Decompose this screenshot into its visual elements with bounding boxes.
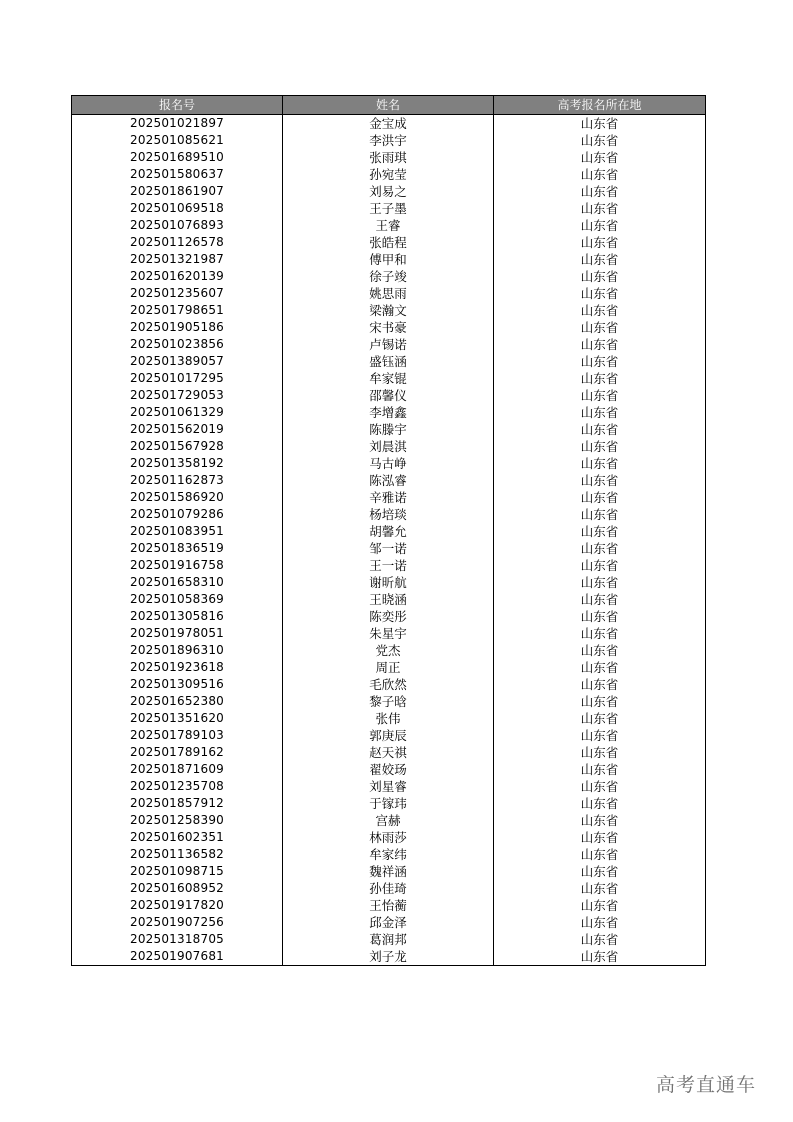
table-row [72,523,706,540]
registration-location-cell: 山东省 [494,557,706,574]
registration-number-cell: 202501079286 [72,506,283,523]
registration-location-cell: 山东省 [494,778,706,795]
table-row [72,591,706,608]
registration-location-cell: 山东省 [494,506,706,523]
student-name-cell: 谢昕航 [283,574,494,591]
table-row [72,472,706,489]
table-row [72,931,706,948]
registration-location-cell: 山东省 [494,149,706,166]
registration-location-cell: 山东省 [494,880,706,897]
registration-number-cell: 202501321987 [72,251,283,268]
registration-location-cell: 山东省 [494,302,706,319]
table-row [72,795,706,812]
registration-number-cell: 202501567928 [72,438,283,455]
table-row [72,846,706,863]
table-row [72,234,706,251]
registration-number-cell: 202501689510 [72,149,283,166]
registration-number-cell: 202501058369 [72,591,283,608]
student-name-cell: 卢锡诺 [283,336,494,353]
registration-number-cell: 202501798651 [72,302,283,319]
header-row [72,96,706,115]
table-row [72,387,706,404]
registration-location-cell: 山东省 [494,183,706,200]
registration-number-cell: 202501923618 [72,659,283,676]
registration-number-cell: 202501136582 [72,846,283,863]
registration-location-cell: 山东省 [494,404,706,421]
table-row [72,353,706,370]
registration-number-cell: 202501602351 [72,829,283,846]
table-row [72,319,706,336]
student-name-cell: 金宝成 [283,115,494,133]
registration-number-cell: 202501905186 [72,319,283,336]
registration-number-cell: 202501017295 [72,370,283,387]
table-row [72,693,706,710]
registration-location-cell: 山东省 [494,115,706,133]
table-row [72,268,706,285]
student-name-cell: 徐子竣 [283,268,494,285]
student-name-cell: 盛钰涵 [283,353,494,370]
registration-number-cell: 202501789162 [72,744,283,761]
registration-location-cell: 山东省 [494,523,706,540]
registration-number-cell: 202501562019 [72,421,283,438]
table-row [72,676,706,693]
registration-number-cell: 202501917820 [72,897,283,914]
student-name-cell: 郭庚辰 [283,727,494,744]
registration-number-cell: 202501907681 [72,948,283,966]
registration-location-cell: 山东省 [494,846,706,863]
registration-number-cell: 202501305816 [72,608,283,625]
registration-number-cell: 202501083951 [72,523,283,540]
student-name-cell: 邱金泽 [283,914,494,931]
table-row [72,914,706,931]
registration-location-cell: 山东省 [494,812,706,829]
table-row [72,455,706,472]
watermark-text: 高考直通车 [656,1074,757,1096]
registration-number-cell: 202501023856 [72,336,283,353]
registration-number-cell: 202501916758 [72,557,283,574]
table-row [72,421,706,438]
student-name-cell: 牟家纬 [283,846,494,863]
registration-location-cell: 山东省 [494,540,706,557]
student-name-cell: 梁瀚文 [283,302,494,319]
student-name-cell: 魏祥涵 [283,863,494,880]
student-name-cell: 王一诺 [283,557,494,574]
table-row [72,574,706,591]
student-name-cell: 张雨琪 [283,149,494,166]
registration-number-cell: 202501351620 [72,710,283,727]
table-row [72,625,706,642]
registration-location-cell: 山东省 [494,132,706,149]
student-name-cell: 林雨莎 [283,829,494,846]
student-name-cell: 毛欣然 [283,676,494,693]
registration-location-cell: 山东省 [494,455,706,472]
table-row [72,540,706,557]
student-name-cell: 刘晨淇 [283,438,494,455]
student-name-cell: 王子墨 [283,200,494,217]
student-name-cell: 刘易之 [283,183,494,200]
registration-location-cell: 山东省 [494,353,706,370]
registration-location-cell: 山东省 [494,489,706,506]
student-name-cell: 王睿 [283,217,494,234]
table-row [72,659,706,676]
registration-number-cell: 202501126578 [72,234,283,251]
registration-location-cell: 山东省 [494,370,706,387]
registration-number-cell: 202501085621 [72,132,283,149]
table-row [72,285,706,302]
student-name-cell: 邵馨仪 [283,387,494,404]
registration-location-cell: 山东省 [494,897,706,914]
table-row [72,897,706,914]
student-name-cell: 孙佳琦 [283,880,494,897]
registration-location-cell: 山东省 [494,166,706,183]
student-name-cell: 党杰 [283,642,494,659]
registration-number-cell: 202501861907 [72,183,283,200]
registration-number-cell: 202501729053 [72,387,283,404]
student-name-cell: 孙宛莹 [283,166,494,183]
student-name-cell: 杨培琰 [283,506,494,523]
registration-location-cell: 山东省 [494,795,706,812]
table-row [72,132,706,149]
registration-location-cell: 山东省 [494,438,706,455]
registration-location-cell: 山东省 [494,744,706,761]
registration-number-cell: 202501389057 [72,353,283,370]
table-row [72,217,706,234]
student-name-cell: 张伟 [283,710,494,727]
table-row [72,302,706,319]
table-row [72,880,706,897]
registration-location-cell: 山东省 [494,676,706,693]
table-row [72,183,706,200]
registration-number-cell: 202501871609 [72,761,283,778]
registration-location-cell: 山东省 [494,574,706,591]
registration-location-cell: 山东省 [494,336,706,353]
registration-location-cell: 山东省 [494,693,706,710]
registration-number-cell: 202501076893 [72,217,283,234]
registration-location-cell: 山东省 [494,591,706,608]
registration-location-cell: 山东省 [494,659,706,676]
registration-number-cell: 202501258390 [72,812,283,829]
table-row [72,778,706,795]
table-row [72,404,706,421]
student-name-cell: 陈奕彤 [283,608,494,625]
table-row [72,370,706,387]
table-row [72,863,706,880]
student-name-cell: 宋书豪 [283,319,494,336]
registration-number-cell: 202501652380 [72,693,283,710]
table-header [72,96,706,115]
student-name-cell: 王晓涵 [283,591,494,608]
registration-location-cell: 山东省 [494,387,706,404]
registration-number-cell: 202501978051 [72,625,283,642]
registration-location-cell: 山东省 [494,642,706,659]
registration-number-cell: 202501061329 [72,404,283,421]
table-row [72,812,706,829]
student-name-cell: 邹一诺 [283,540,494,557]
student-name-cell: 王怡蘅 [283,897,494,914]
table-body [72,115,706,966]
table-row [72,642,706,659]
student-name-cell: 傅甲和 [283,251,494,268]
registration-number-cell: 202501098715 [72,863,283,880]
registration-location-cell: 山东省 [494,625,706,642]
registration-location-cell: 山东省 [494,251,706,268]
registration-location-cell: 山东省 [494,727,706,744]
registration-location-cell: 山东省 [494,200,706,217]
table-row [72,200,706,217]
student-name-cell: 陈滕宇 [283,421,494,438]
student-name-cell: 朱星宇 [283,625,494,642]
table-row [72,336,706,353]
student-name-cell: 胡馨允 [283,523,494,540]
registration-location-cell: 山东省 [494,710,706,727]
registration-number-cell: 202501580637 [72,166,283,183]
table-row [72,149,706,166]
table-row [72,829,706,846]
student-name-cell: 赵天祺 [283,744,494,761]
table-row [72,608,706,625]
table-row [72,948,706,966]
table-row [72,489,706,506]
registration-location-cell: 山东省 [494,761,706,778]
registration-location-cell: 山东省 [494,234,706,251]
registration-number-cell: 202501162873 [72,472,283,489]
registration-number-cell: 202501021897 [72,115,283,133]
student-name-cell: 黎子晗 [283,693,494,710]
registration-number-cell: 202501857912 [72,795,283,812]
student-name-cell: 翟姣玚 [283,761,494,778]
registration-location-cell: 山东省 [494,472,706,489]
registration-location-cell: 山东省 [494,914,706,931]
column-header-registration-number: 报名号 [72,96,283,115]
student-name-cell: 辛雅诺 [283,489,494,506]
student-name-cell: 周正 [283,659,494,676]
student-name-cell: 陈泓睿 [283,472,494,489]
registration-location-cell: 山东省 [494,829,706,846]
student-name-cell: 牟家锟 [283,370,494,387]
registration-location-cell: 山东省 [494,863,706,880]
registration-number-cell: 202501896310 [72,642,283,659]
student-name-cell: 李增鑫 [283,404,494,421]
registration-number-cell: 202501836519 [72,540,283,557]
registration-location-cell: 山东省 [494,931,706,948]
registration-location-cell: 山东省 [494,285,706,302]
registration-location-cell: 山东省 [494,268,706,285]
table-row [72,251,706,268]
registration-location-cell: 山东省 [494,608,706,625]
student-name-cell: 葛润邦 [283,931,494,948]
registration-location-cell: 山东省 [494,421,706,438]
student-name-cell: 宫赫 [283,812,494,829]
registration-number-cell: 202501608952 [72,880,283,897]
table-row [72,438,706,455]
registration-number-cell: 202501069518 [72,200,283,217]
registration-number-cell: 202501907256 [72,914,283,931]
student-name-cell: 刘星睿 [283,778,494,795]
table-row [72,727,706,744]
registration-number-cell: 202501309516 [72,676,283,693]
table-row [72,166,706,183]
registration-number-cell: 202501789103 [72,727,283,744]
registration-number-cell: 202501235708 [72,778,283,795]
table-row [72,710,706,727]
registration-number-cell: 202501620139 [72,268,283,285]
table-row [72,557,706,574]
table-row [72,761,706,778]
table-row [72,115,706,133]
registration-number-cell: 202501586920 [72,489,283,506]
student-name-cell: 张皓程 [283,234,494,251]
registration-location-cell: 山东省 [494,948,706,966]
table-row [72,506,706,523]
registration-number-cell: 202501358192 [72,455,283,472]
registration-location-cell: 山东省 [494,217,706,234]
student-name-cell: 姚思雨 [283,285,494,302]
registration-number-cell: 202501318705 [72,931,283,948]
column-header-name: 姓名 [283,96,494,115]
student-name-cell: 马古峥 [283,455,494,472]
table-row [72,744,706,761]
column-header-registration-location: 高考报名所在地 [494,96,706,115]
registration-number-cell: 202501235607 [72,285,283,302]
student-name-cell: 刘子龙 [283,948,494,966]
registration-number-cell: 202501658310 [72,574,283,591]
student-name-cell: 李洪宇 [283,132,494,149]
registration-location-cell: 山东省 [494,319,706,336]
roster-table [71,95,706,966]
student-name-cell: 于镓玮 [283,795,494,812]
